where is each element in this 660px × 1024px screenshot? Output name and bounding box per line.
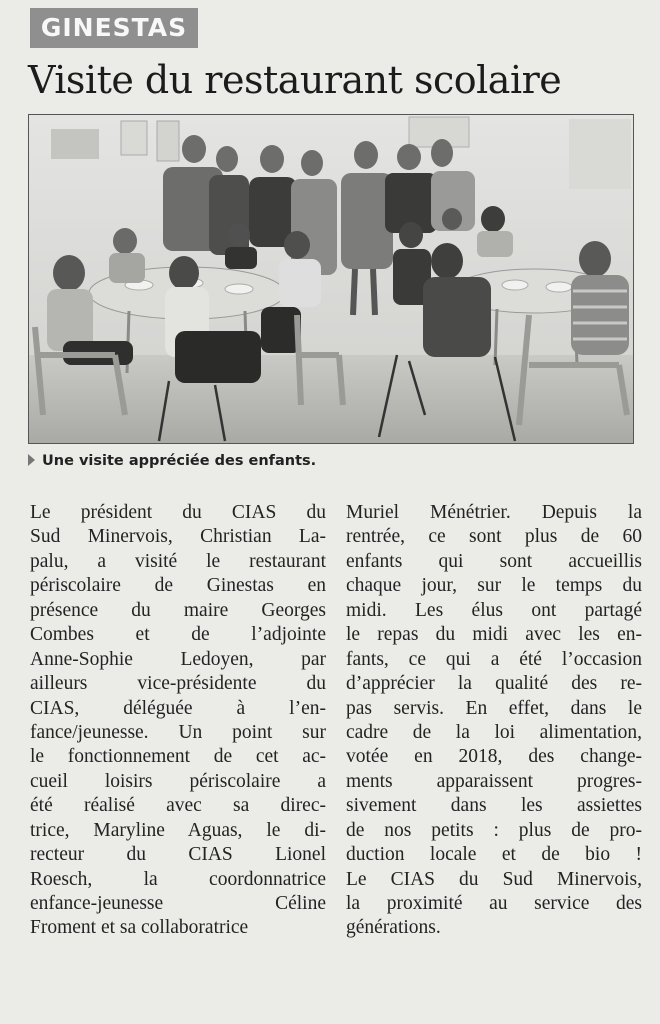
article-line: enfance-jeunesse Céline: [30, 893, 326, 914]
article-line: de nos petits : plus de pro-: [346, 819, 642, 841]
article-line: générations.: [346, 917, 441, 939]
article-line: Le président du CIAS du: [30, 502, 326, 523]
article-line: votée en 2018, des change-: [346, 746, 642, 768]
article-line: sivement dans les assiettes: [346, 795, 642, 817]
caption-text: Une visite appréciée des enfants.: [42, 453, 317, 469]
article-line: trice, Maryline Aguas, le di-: [30, 819, 326, 841]
article-line: présence du maire Georges: [30, 599, 326, 621]
article-line: cueil loisirs périscolaire a: [30, 770, 326, 792]
photo-caption: [28, 451, 628, 471]
article-line: le repas du midi avec les en-: [346, 624, 642, 646]
article-line: duction locale et de bio !: [346, 844, 642, 866]
article-line: ailleurs vice-présidente du: [30, 673, 326, 695]
article-column-right: [346, 501, 642, 941]
article-line: d’apprécier la qualité des re-: [346, 673, 642, 695]
section-tag: GINESTAS: [30, 8, 198, 48]
article-column-left: [30, 501, 326, 941]
article-line: été réalisé avec sa direc-: [30, 795, 326, 817]
article-line: Anne-Sophie Ledoyen, par: [30, 648, 326, 670]
article-line: Combes et de l’adjointe: [30, 624, 326, 646]
article-line: palu, a visité le restaurant: [30, 550, 326, 572]
article-line: cadre de la loi alimentation,: [346, 721, 642, 743]
headline: Visite du restaurant scolaire: [28, 58, 562, 102]
caption-marker-icon: [28, 454, 35, 466]
article-line: midi. Les élus ont partagé: [346, 599, 642, 621]
adjacent-column-bleed-bottom: [346, 996, 646, 1024]
article-line: fants, ce qui a été l’occasion: [346, 648, 642, 670]
article-line: fance/jeunesse. Un point sur: [30, 721, 326, 743]
article-line: ments apparaissent progres-: [346, 770, 642, 792]
article-line: Froment et sa collaboratrice: [30, 917, 249, 939]
article-line: pas servis. En effet, dans le: [346, 697, 642, 719]
article-line: rentrée, ce sont plus de 60: [346, 526, 642, 548]
article-line: périscolaire de Ginestas en: [30, 575, 326, 597]
article-line: CIAS, déléguée à l’en-: [30, 697, 326, 719]
article-line: la proximité au service des: [346, 893, 642, 914]
adjacent-column-bleed-left: [0, 0, 22, 1024]
article-line: chaque jour, sur le temps du: [346, 575, 642, 597]
article-line: le fonctionnement de cet ac-: [30, 746, 326, 768]
article-photo: [28, 114, 634, 444]
article-line: Sud Minervois, Christian La-: [30, 526, 326, 548]
article-line: enfants qui sont accueillis: [346, 550, 642, 572]
article-line: Le CIAS du Sud Minervois,: [346, 868, 642, 890]
article-line: recteur du CIAS Lionel: [30, 844, 326, 866]
article-line: Roesch, la coordonnatrice: [30, 868, 326, 890]
article-line: Muriel Ménétrier. Depuis la: [346, 502, 642, 523]
